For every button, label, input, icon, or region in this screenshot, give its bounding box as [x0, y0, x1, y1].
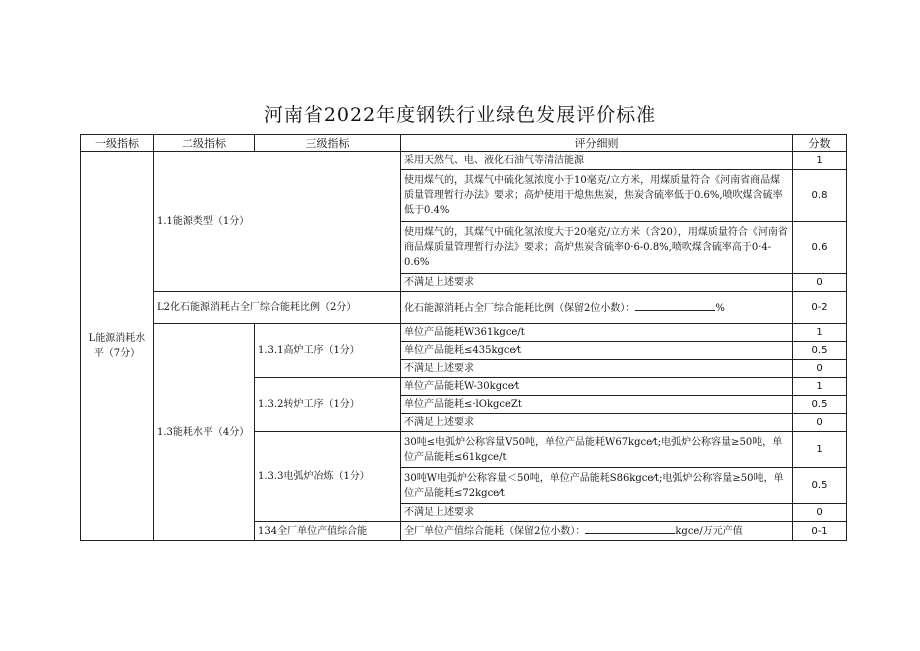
score-cell: 0	[793, 504, 847, 522]
level3-cell-1-3-2: 1.3.2转炉工序（1分）	[255, 378, 401, 432]
score-cell: 0-2	[793, 292, 847, 324]
score-cell: 0	[793, 274, 847, 292]
header-detail: 评分细则	[401, 135, 793, 152]
level3-cell-1-3-3: 1.3.3电弧炉冶炼（1分）	[255, 432, 401, 522]
score-cell: 0.5	[793, 468, 847, 504]
header-level1: 一级指标	[81, 135, 154, 152]
detail-cell	[401, 522, 793, 541]
detail-cell: 使用煤气的，其煤气中硫化氢浓度小于10毫克/立方米，用煤质量符合《河南省商品煤质量管理暂行办法》要求；高炉使用干熄焦焦炭，焦炭含硫率低于0.6%,喷吹煤含硫率低于0.4%	[401, 170, 793, 222]
detail-cell: 不满足上述要求	[401, 414, 793, 432]
header-level2: 二级指标	[154, 135, 255, 152]
score-cell: 1	[793, 152, 847, 170]
evaluation-table	[80, 134, 847, 541]
detail-cell: 单位产品能耗≤·lOkgceZt	[401, 396, 793, 414]
score-cell: 1	[793, 378, 847, 396]
level2-cell-1-1: 1.1能源类型（1分）	[154, 152, 401, 292]
level3-cell-1-3-1: 1.3.1高炉工序（1分）	[255, 324, 401, 378]
detail-suffix: kgce/万元产值	[675, 526, 743, 537]
header-level3: 三级指标	[255, 135, 401, 152]
detail-cell: 不满足上述要求	[401, 274, 793, 292]
score-cell: 1	[793, 324, 847, 342]
detail-cell: 使用煤气的，其煤气中硫化氢浓度大于20毫克/立方米（含20），用煤质量符合《河南省商品煤质量管理暂行办法》要求；高炉焦炭含硫率0·6-0.8%,喷吹煤含硫率高于0·4-0.6%	[401, 222, 793, 274]
table-row	[81, 152, 847, 170]
detail-cell: 不满足上述要求	[401, 504, 793, 522]
detail-cell: 采用天然气、电、液化石油气等清洁能源	[401, 152, 793, 170]
level1-cell: L能源消耗水平（7分）	[81, 152, 154, 541]
level2-cell-1-3: 1.3能耗水平（4分）	[154, 324, 255, 541]
fill-in-blank	[585, 523, 675, 534]
level2-cell-1-2: L2化石能源消耗占全厂综合能耗比例（2分）	[154, 292, 401, 324]
fill-in-blank	[635, 300, 715, 311]
detail-cell: 单位产品能耗W361kgce/t	[401, 324, 793, 342]
detail-prefix: 全厂单位产值综合能耗（保留2位小数）：	[404, 526, 586, 537]
table-row	[81, 324, 847, 342]
score-cell: 0.5	[793, 342, 847, 360]
detail-cell: 30吨≤电弧炉公称容量V50吨，单位产品能耗W67kgce⁄t;电弧炉公称容量≥50吨，单位产品能耗≤61kgce/t	[401, 432, 793, 468]
detail-cell: 不满足上述要求	[401, 360, 793, 378]
score-cell: 1	[793, 432, 847, 468]
score-cell: 0	[793, 360, 847, 378]
detail-cell	[401, 292, 793, 324]
score-cell: 0-1	[793, 522, 847, 541]
header-score: 分数	[793, 135, 847, 152]
score-cell: 0.8	[793, 170, 847, 222]
detail-cell: 单位产品能耗≤435kgce⁄t	[401, 342, 793, 360]
detail-cell: 30吨W电弧炉公称容量＜50吨，单位产品能耗S86kgce⁄t;电弧炉公称容量≥50吨，单位产品能耗≤72kgce⁄t	[401, 468, 793, 504]
detail-suffix: %	[715, 302, 725, 314]
page-title: 河南省2022年度钢铁行业绿色发展评价标准	[263, 104, 657, 126]
table-row	[81, 292, 847, 324]
header-row	[81, 135, 847, 152]
score-cell: 0	[793, 414, 847, 432]
score-cell: 0.5	[793, 396, 847, 414]
detail-cell: 单位产品能耗W-30kgce⁄t	[401, 378, 793, 396]
level3-cell-1-3-4: 134全厂单位产值综合能	[255, 522, 401, 541]
detail-prefix: 化石能源消耗占全厂综合能耗比例（保留2位小数）：	[404, 302, 636, 314]
score-cell: 0.6	[793, 222, 847, 274]
